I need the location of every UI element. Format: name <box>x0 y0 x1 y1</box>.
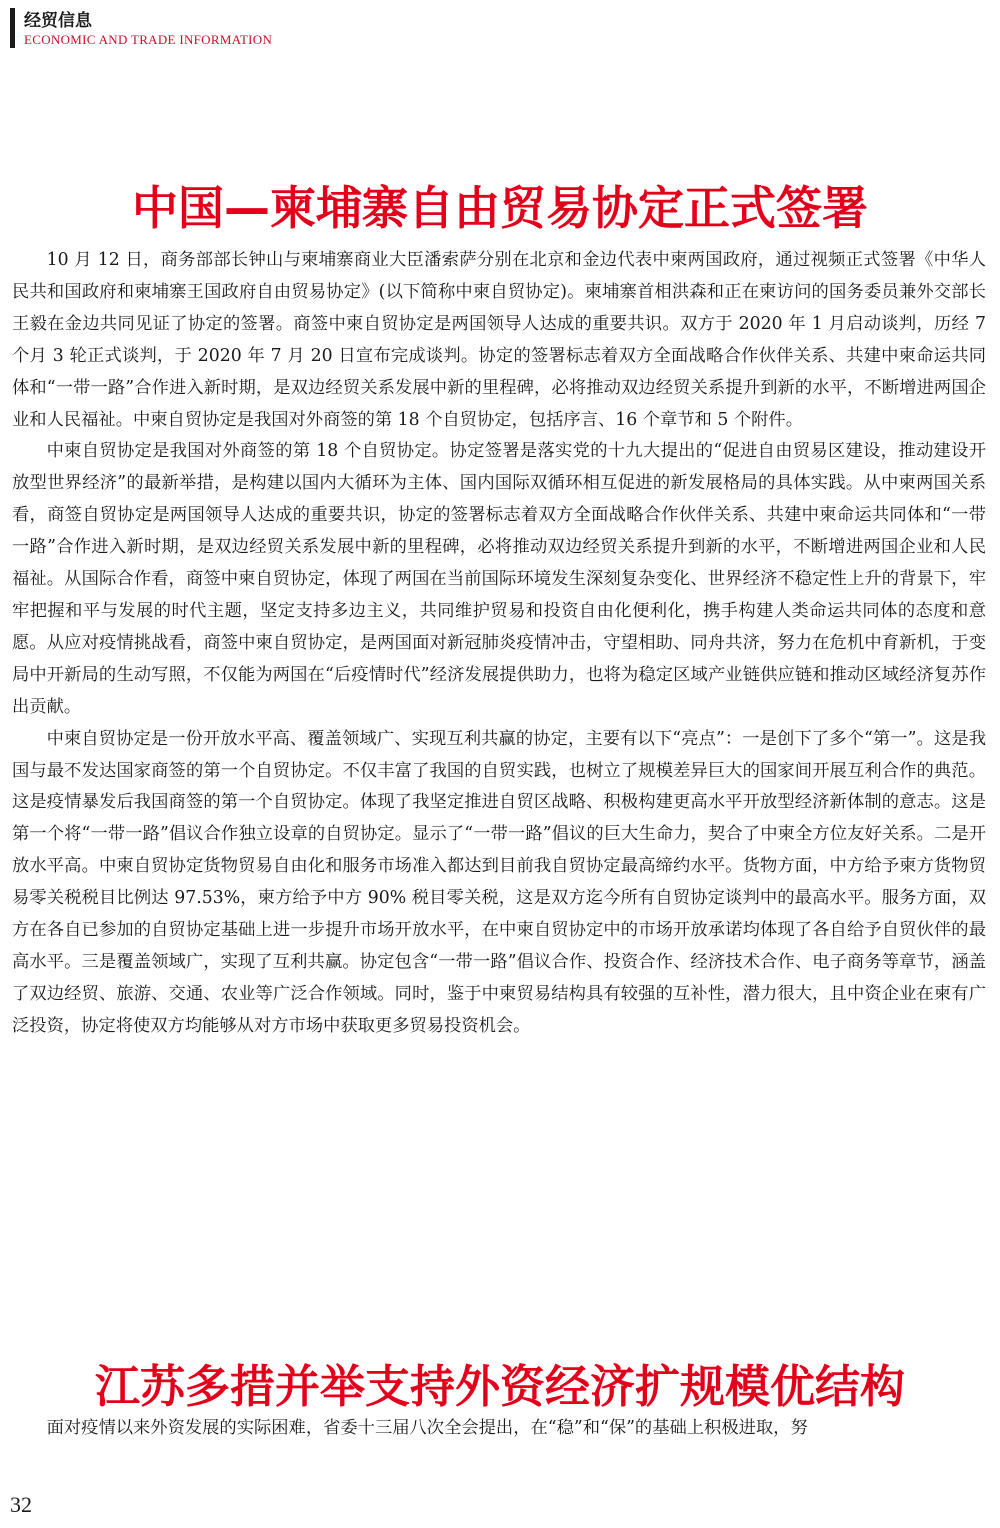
section-title-cn: 经贸信息 <box>24 11 92 31</box>
section-title-en: ECONOMIC AND TRADE INFORMATION <box>24 32 273 47</box>
article-2-title: 江苏多措并举支持外资经济扩规模优结构 <box>94 1360 905 1413</box>
header-accent-bar <box>10 8 15 48</box>
article-1-paragraph-3: 中柬自贸协定是一份开放水平高、覆盖领域广、实现互利共赢的协定，主要有以下“亮点”：一是创下了多个“第一”。这是我国与最不发达国家商签的第一个自贸协定。不仅丰富了我国的自贸实践，也树立了规模差异巨大的国家间开展互利合作的典范。这是疫情暴发后我国商签的第一个自贸协定。体现了我坚定推进自贸区战略、积极构建更高水平开放型经济新体制的意志。这是第一个将“一带一路”倡议合作独立设章的自贸协定。显示了“一带一路”倡议的巨大生命力，契合了中柬全方位友好关系。二是开放水平高。中柬自贸协定货物贸易自由化和服务市场准入都达到目前我自贸协定最高缔约水平。货物方面，中方给予柬方货物贸易零关税税目比例达 97.53%，柬方给予中方 90% 税目零关税，这是双方迄今所有自贸协定谈判中的最高水平。服务方面，双方在各自已参加的自贸协定基础上进一步提升市场开放水平，在中柬自贸协定中的市场开放承诺均体现了各自给予自贸伙伴的最高水平。三是覆盖领域广，实现了互利共赢。协定包含“一带一路”倡议合作、投资合作、经济技术合作、电子商务等章节，涵盖了双边经贸、旅游、交通、农业等广泛合作领域。同时，鉴于中柬贸易结构具有较强的互补性，潜力很大，且中资企业在柬有广泛投资，协定将使双方均能够从对方市场中获取更多贸易投资机会。 <box>12 728 986 1036</box>
article-2-body <box>12 1413 986 1445</box>
article-2-paragraph-1: 面对疫情以来外资发展的实际困难，省委十三届八次全会提出，在“稳”和“保”的基础上积极进取，努 <box>46 1418 808 1438</box>
page-number: 32 <box>10 1492 32 1517</box>
article-1-paragraph-1: 10 月 12 日，商务部部长钟山与柬埔寨商业大臣潘索萨分别在北京和金边代表中柬两国政府，通过视频正式签署《中华人民共和国政府和柬埔寨王国政府自由贸易协定》(以下简称中柬自贸协定)。柬埔寨首相洪森和正在柬访问的国务委员兼外交部长王毅在金边共同见证了协定的签署。商签中柬自贸协定是两国领导人达成的重要共识。双方于 2020 年 1 月启动谈判，历经 7 个月 3 轮正式谈判，于 2020 年 7 月 20 日宣布完成谈判。协定的签署标志着双方全面战略合作伙伴关系、共建中柬命运共同体和“一带一路”合作进入新时期，是双边经贸关系发展中新的里程碑，必将推动双边经贸关系提升到新的水平，不断增进两国企业和人民福祉。中柬自贸协定是我国对外商签的第 18 个自贸协定，包括序言、16 个章节和 5 个附件。 <box>12 250 986 430</box>
article-1-body <box>12 245 986 1043</box>
article-1-paragraph-2: 中柬自贸协定是我国对外商签的第 18 个自贸协定。协定签署是落实党的十九大提出的“促进自由贸易区建设，推动建设开放型世界经济”的最新举措，是构建以国内大循环为主体、国内国际双循环相互促进的新发展格局的具体实践。从中柬两国关系看，商签自贸协定是两国领导人达成的重要共识，协定的签署标志着双方全面战略合作伙伴关系、共建中柬命运共同体和“一带一路”合作进入新时期，是双边经贸关系发展中新的里程碑，必将推动双边经贸关系提升到新的水平，不断增进两国企业和人民福祉。从国际合作看，商签中柬自贸协定，体现了两国在当前国际环境发生深刻复杂变化、世界经济不稳定性上升的背景下，牢牢把握和平与发展的时代主题，坚定支持多边主义，共同维护贸易和投资自由化便利化，携手构建人类命运共同体的态度和意愿。从应对疫情挑战看，商签中柬自贸协定，是两国面对新冠肺炎疫情冲击，守望相助、同舟共济，努力在危机中育新机，于变局中开新局的生动写照，不仅能为两国在“后疫情时代”经济发展提供助力，也将为稳定区域产业链供应链和推动区域经济复苏作出贡献。 <box>12 441 986 717</box>
article-1-title: 中国—柬埔寨自由贸易协定正式签署 <box>132 181 868 235</box>
